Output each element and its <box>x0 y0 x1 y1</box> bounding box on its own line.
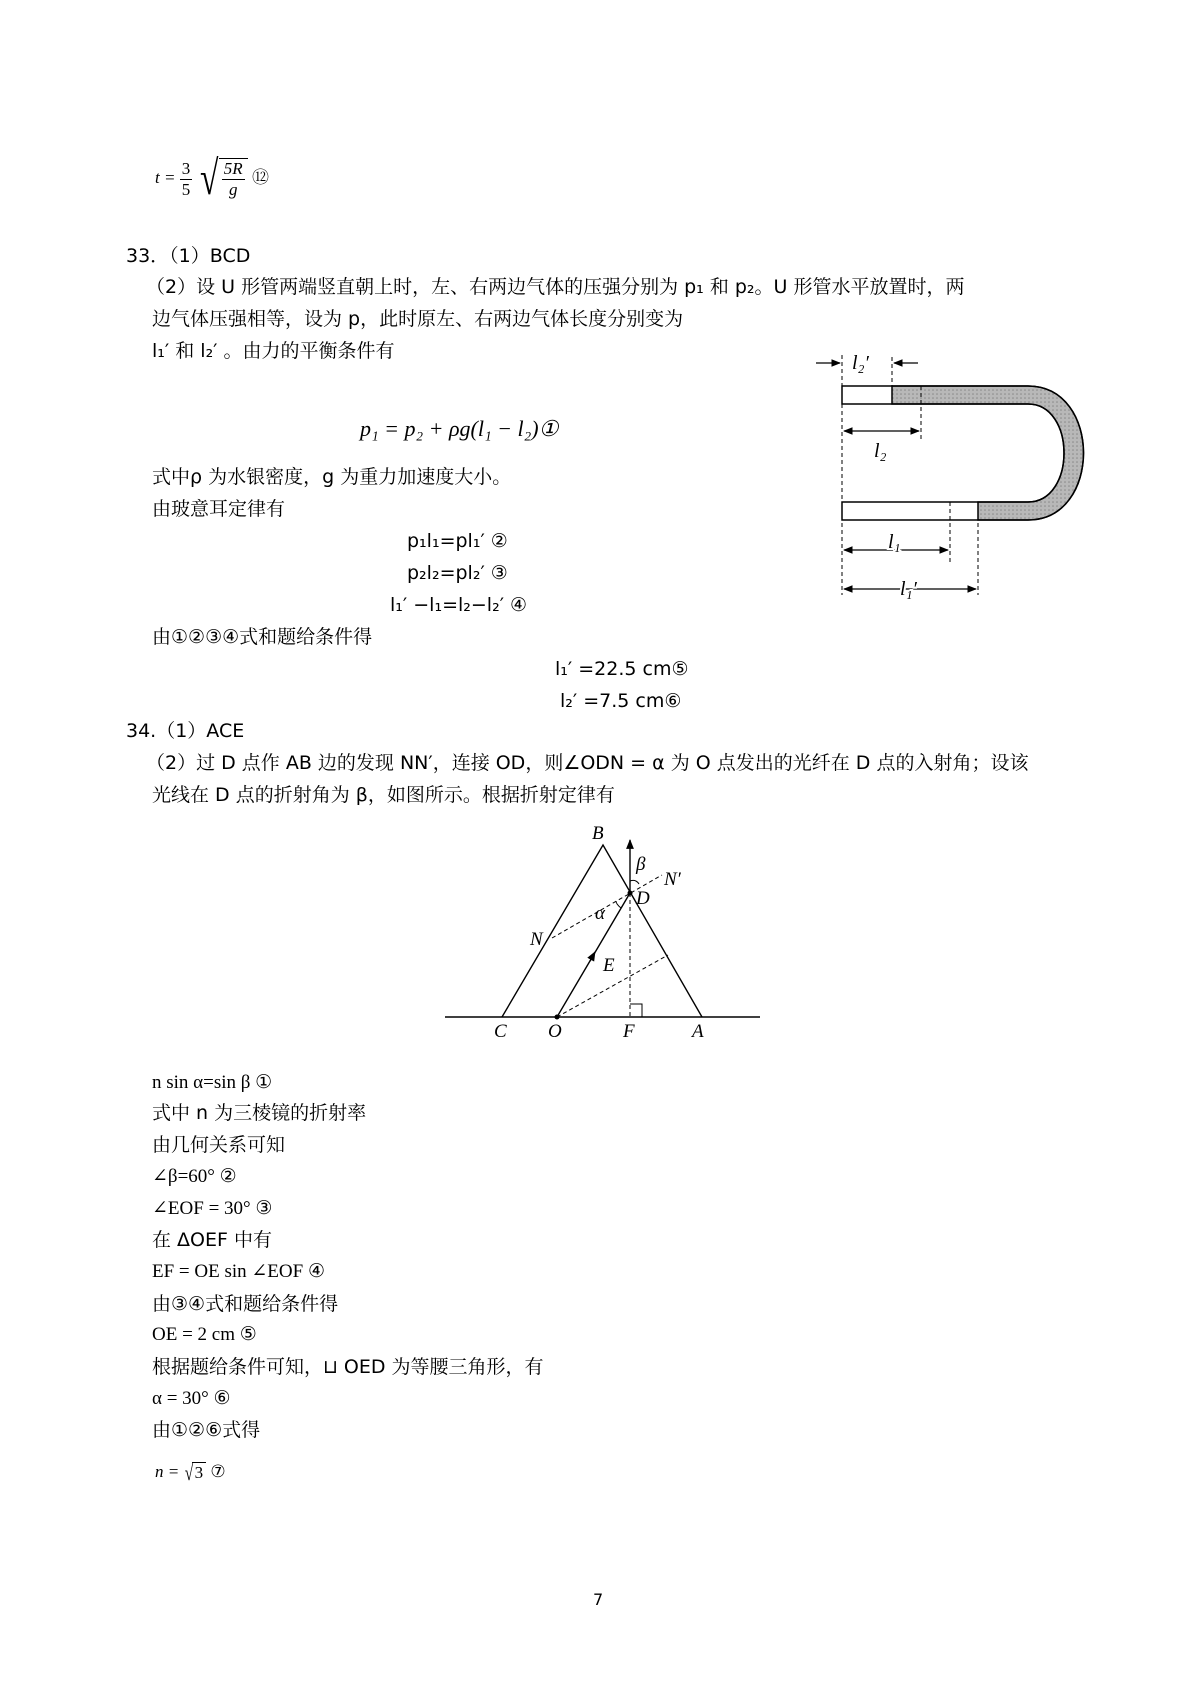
formula-t-fraction: $\frac{3}{5}$ <box>181 158 191 199</box>
label-alpha: α <box>595 903 605 924</box>
label-l2-prime: l₂′ <box>852 352 869 374</box>
q33-heading: 33．（1）BCD <box>126 245 251 267</box>
q33-equation-1: p₁ = p₂ + ρg(l₁ − l₂)① <box>360 416 559 441</box>
q34-line-12: 由①②⑥式得 <box>152 1419 261 1441</box>
q33-result-1: l₁′ =22.5 cm⑤ <box>555 658 689 680</box>
q33-combine: 由①②③④式和题给条件得 <box>152 626 373 648</box>
q34-line-5: ∠EOF = 30° ③ <box>152 1198 273 1219</box>
q33-para-line1: （2）设 U 形管两端竖直朝上时，左、右两边气体的压强分别为 p₁ 和 p₂。U 形管水平放置时，两 <box>146 276 965 298</box>
formula-t-marker: ⑫ <box>251 167 269 187</box>
label-beta: β <box>636 854 646 875</box>
formula-t <box>155 152 269 205</box>
q34-line-2: 式中 n 为三棱镜的折射率 <box>152 1102 367 1124</box>
label-B: B <box>592 823 604 844</box>
label-A: A <box>692 1021 704 1042</box>
label-N-prime: N′ <box>664 869 681 890</box>
q34-line-8: 由③④式和题给条件得 <box>152 1293 339 1315</box>
label-O: O <box>548 1021 562 1042</box>
q33-para-line3: l₁′ 和 l₂′ 。由力的平衡条件有 <box>152 340 395 362</box>
label-C: C <box>494 1021 507 1042</box>
u-tube-diagram <box>800 345 1100 605</box>
q33-equation-4: l₁′ −l₁=l₂−l₂′ ④ <box>390 594 528 616</box>
q33-equation-3: p₂l₂=pl₂′ ③ <box>407 562 508 584</box>
q33-result-2: l₂′ =7.5 cm⑥ <box>560 690 682 712</box>
q34-line-6: 在 ΔOEF 中有 <box>152 1229 272 1251</box>
q34-heading: 34.（1）ACE <box>126 720 245 742</box>
page-number: 7 <box>593 1590 604 1609</box>
q33-explanation: 式中ρ 为水银密度，g 为重力加速度大小。 <box>152 466 512 488</box>
q33-equation-2: p₁l₁=pl₁′ ② <box>407 530 508 552</box>
mercury-column <box>892 386 1084 520</box>
label-E: E <box>603 955 615 976</box>
q34-final-formula: n = √ 3 ⑦ <box>155 1460 226 1486</box>
prism-diagram <box>440 815 770 1045</box>
formula-t-lhs: t = <box>155 167 176 187</box>
q34-para-line1: （2）过 D 点作 AB 边的发现 NN′，连接 OD，则∠ODN = α 为 O 点发出的光纤在 D 点的入射角；设该 <box>146 752 1029 774</box>
label-D: D <box>636 888 650 909</box>
label-N: N <box>530 929 543 950</box>
q34-line-7: EF = OE sin ∠EOF ④ <box>152 1261 325 1282</box>
label-l1-prime: l₁′ <box>900 578 917 600</box>
label-F: F <box>623 1021 635 1042</box>
q34-line-3: 由几何关系可知 <box>152 1134 286 1156</box>
formula-t-radical: √ $\frac{5R}{g}$ <box>196 155 247 203</box>
q34-line-9: OE = 2 cm ⑤ <box>152 1324 257 1345</box>
q34-line-10: 根据题给条件可知，⊔ OED 为等腰三角形，有 <box>152 1356 544 1378</box>
q34-line-4: ∠β=60° ② <box>152 1166 237 1187</box>
label-l1: l₁ <box>888 531 901 553</box>
q33-para-line2: 边气体压强相等，设为 p，此时原左、右两边气体长度分别变为 <box>152 308 684 330</box>
q34-line-11: α = 30° ⑥ <box>152 1388 231 1409</box>
q34-para-line2: 光线在 D 点的折射角为 β，如图所示。根据折射定律有 <box>152 784 615 806</box>
q34-line-1: n sin α=sin β ① <box>152 1072 273 1093</box>
label-l2: l₂ <box>874 440 887 462</box>
q33-boyle-law: 由玻意耳定律有 <box>152 498 286 520</box>
